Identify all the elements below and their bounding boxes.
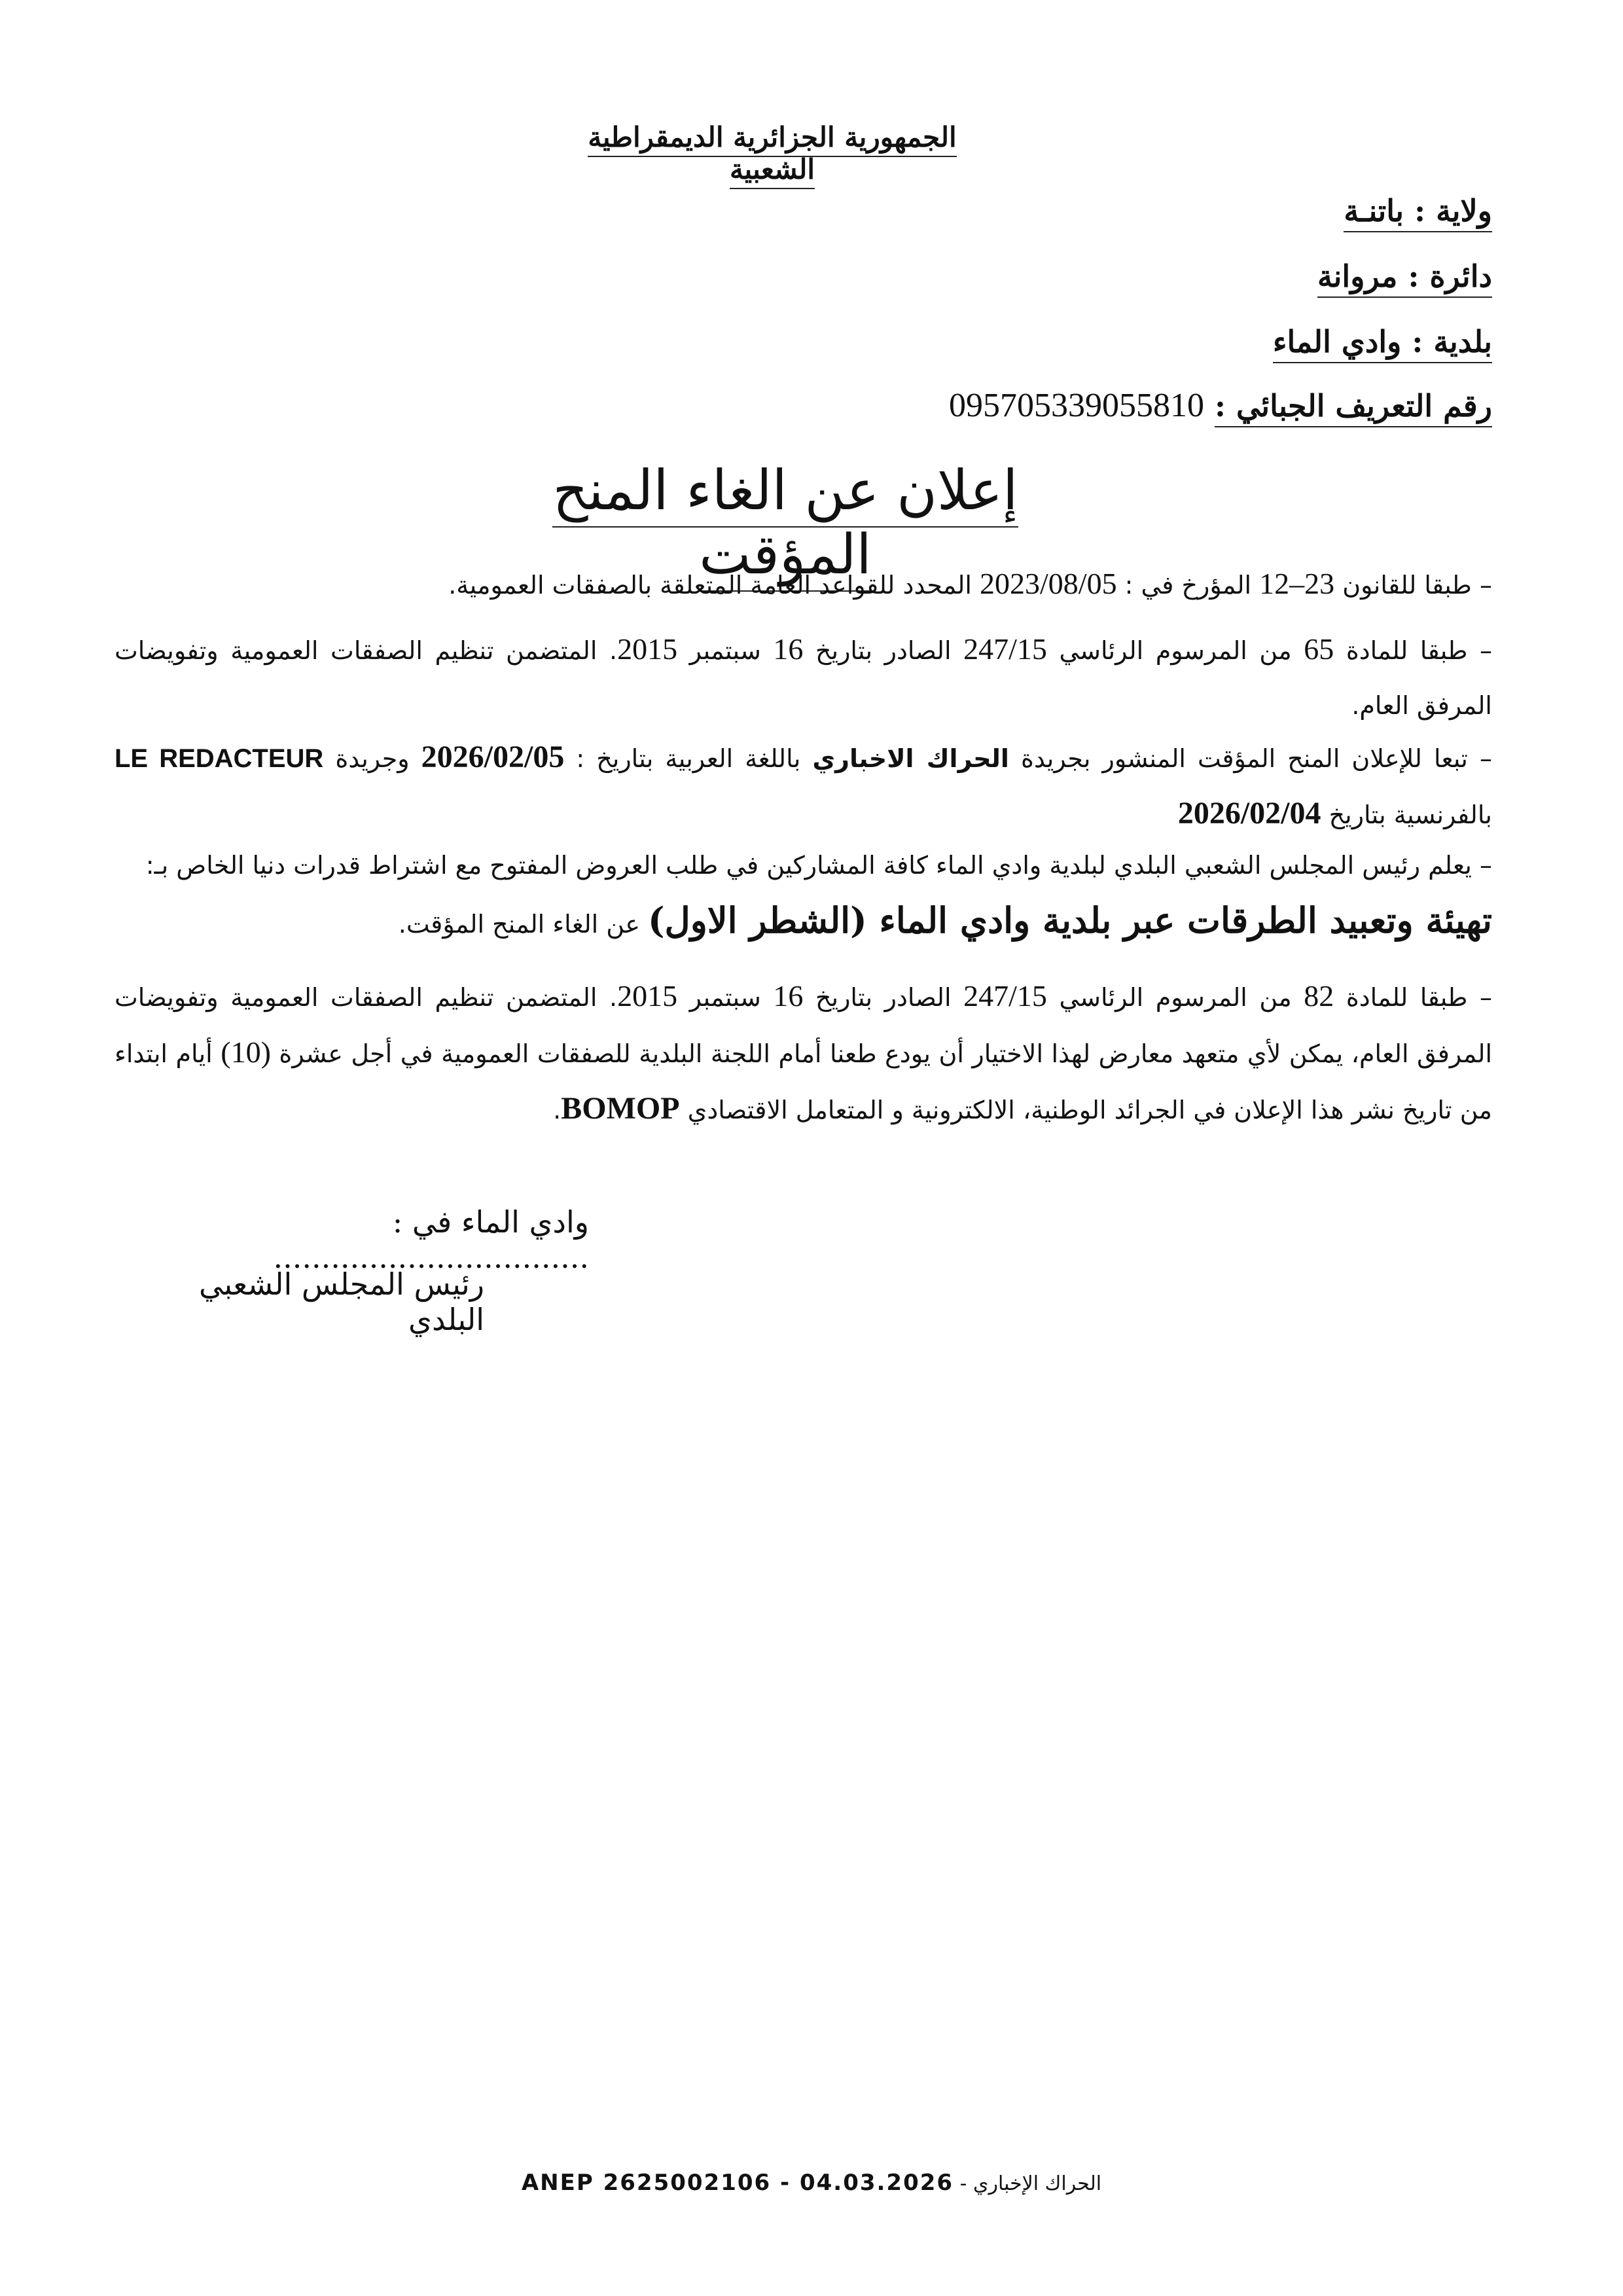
page-title: إعلان عن الغاء المنح المؤقت <box>537 458 1034 586</box>
republic-heading: الجمهورية الجزائرية الديمقراطية الشعبية <box>576 121 969 185</box>
signature-place: وادي الماء في : ................................. <box>273 1204 589 1275</box>
paragraph-publication: – تبعا للإعلان المنح المؤقت المنشور بجريدة الحراك الاخباري باللغة العربية بتاريخ : 2026/02/05 وجريدة LE REDACTEUR بالفرنسية بتاريخ 2026/02/04 <box>115 740 1492 831</box>
bomop-label: BOMOP <box>561 1091 680 1126</box>
publication-date-arabic: 2026/02/05 <box>421 740 565 774</box>
paragraph-appeal: – طبقا للمادة 82 من المرسوم الرئاسي 247/15 الصادر بتاريخ 16 سبتمبر 2015. المتضمن تنظيم الصفقات العمومية وتفويضات المرفق العام، يمكن لأي متعهد معارض لهذا الاختيار أن يودع طعنا أمام اللجنة البلدية للصفقات العمومية في أجل عشرة (10) أيام ابتداء من تاريخ نشر هذا الإعلان في الجرائد الوطنية، الالكترونية و المتعامل الاقتصادي BOMOP. <box>115 979 1493 1126</box>
footer-reference: ANEP 2625002106 - 04.03.2026 - الحراك الإخباري <box>521 2170 1102 2196</box>
paragraph-article-65: – طبقا للمادة 65 من المرسوم الرئاسي 247/15 الصادر بتاريخ 16 سبتمبر 2015. المتضمن تنظيم الصفقات العمومية وتفويضات المرفق العام. <box>115 632 1492 720</box>
wilaya-line: ولاية : باتنـة <box>1344 193 1492 228</box>
footer-code: ANEP 2625002106 - 04.03.2026 <box>521 2170 954 2196</box>
project-name: تهيئة وتعبيد الطرقات عبر بلدية وادي الماء (الشطر الاول) <box>648 899 1492 941</box>
publication-date-french: 2026/02/04 <box>1177 796 1321 831</box>
paragraph-law: – طبقا للقانون 23–12 المؤرخ في : 2023/08/05 المحدد للقواعد العامة المتعلقة بالصفقات العمومية. <box>448 567 1492 600</box>
nif-line <box>949 386 1492 425</box>
newspaper-french: LE REDACTEUR <box>115 744 324 773</box>
paragraph-notice: – يعلم رئيس المجلس الشعبي البلدي لبلدية وادي الماء كافة المشاركين في طلب العروض المفتوح مع اشتراط قدرات دنيا الخاص بـ: تهيئة وتعبيد الطرقات عبر بلدية وادي الماء (الشطر الاول) عن الغاء المنح المؤقت. <box>145 851 1492 941</box>
signature-title: رئيس المجلس الشعبي البلدي <box>199 1266 484 1337</box>
nif-value: 095705339055810 <box>948 387 1204 424</box>
newspaper-arabic: الحراك الاخباري <box>812 744 1009 773</box>
nif-label: رقم التعريف الجبائي : <box>1215 388 1492 427</box>
footer-source: الحراك الإخباري <box>972 2172 1102 2195</box>
baladia-line: بلدية : وادي الماء <box>1273 324 1492 359</box>
daira-line: دائرة : مروانة <box>1317 259 1492 294</box>
